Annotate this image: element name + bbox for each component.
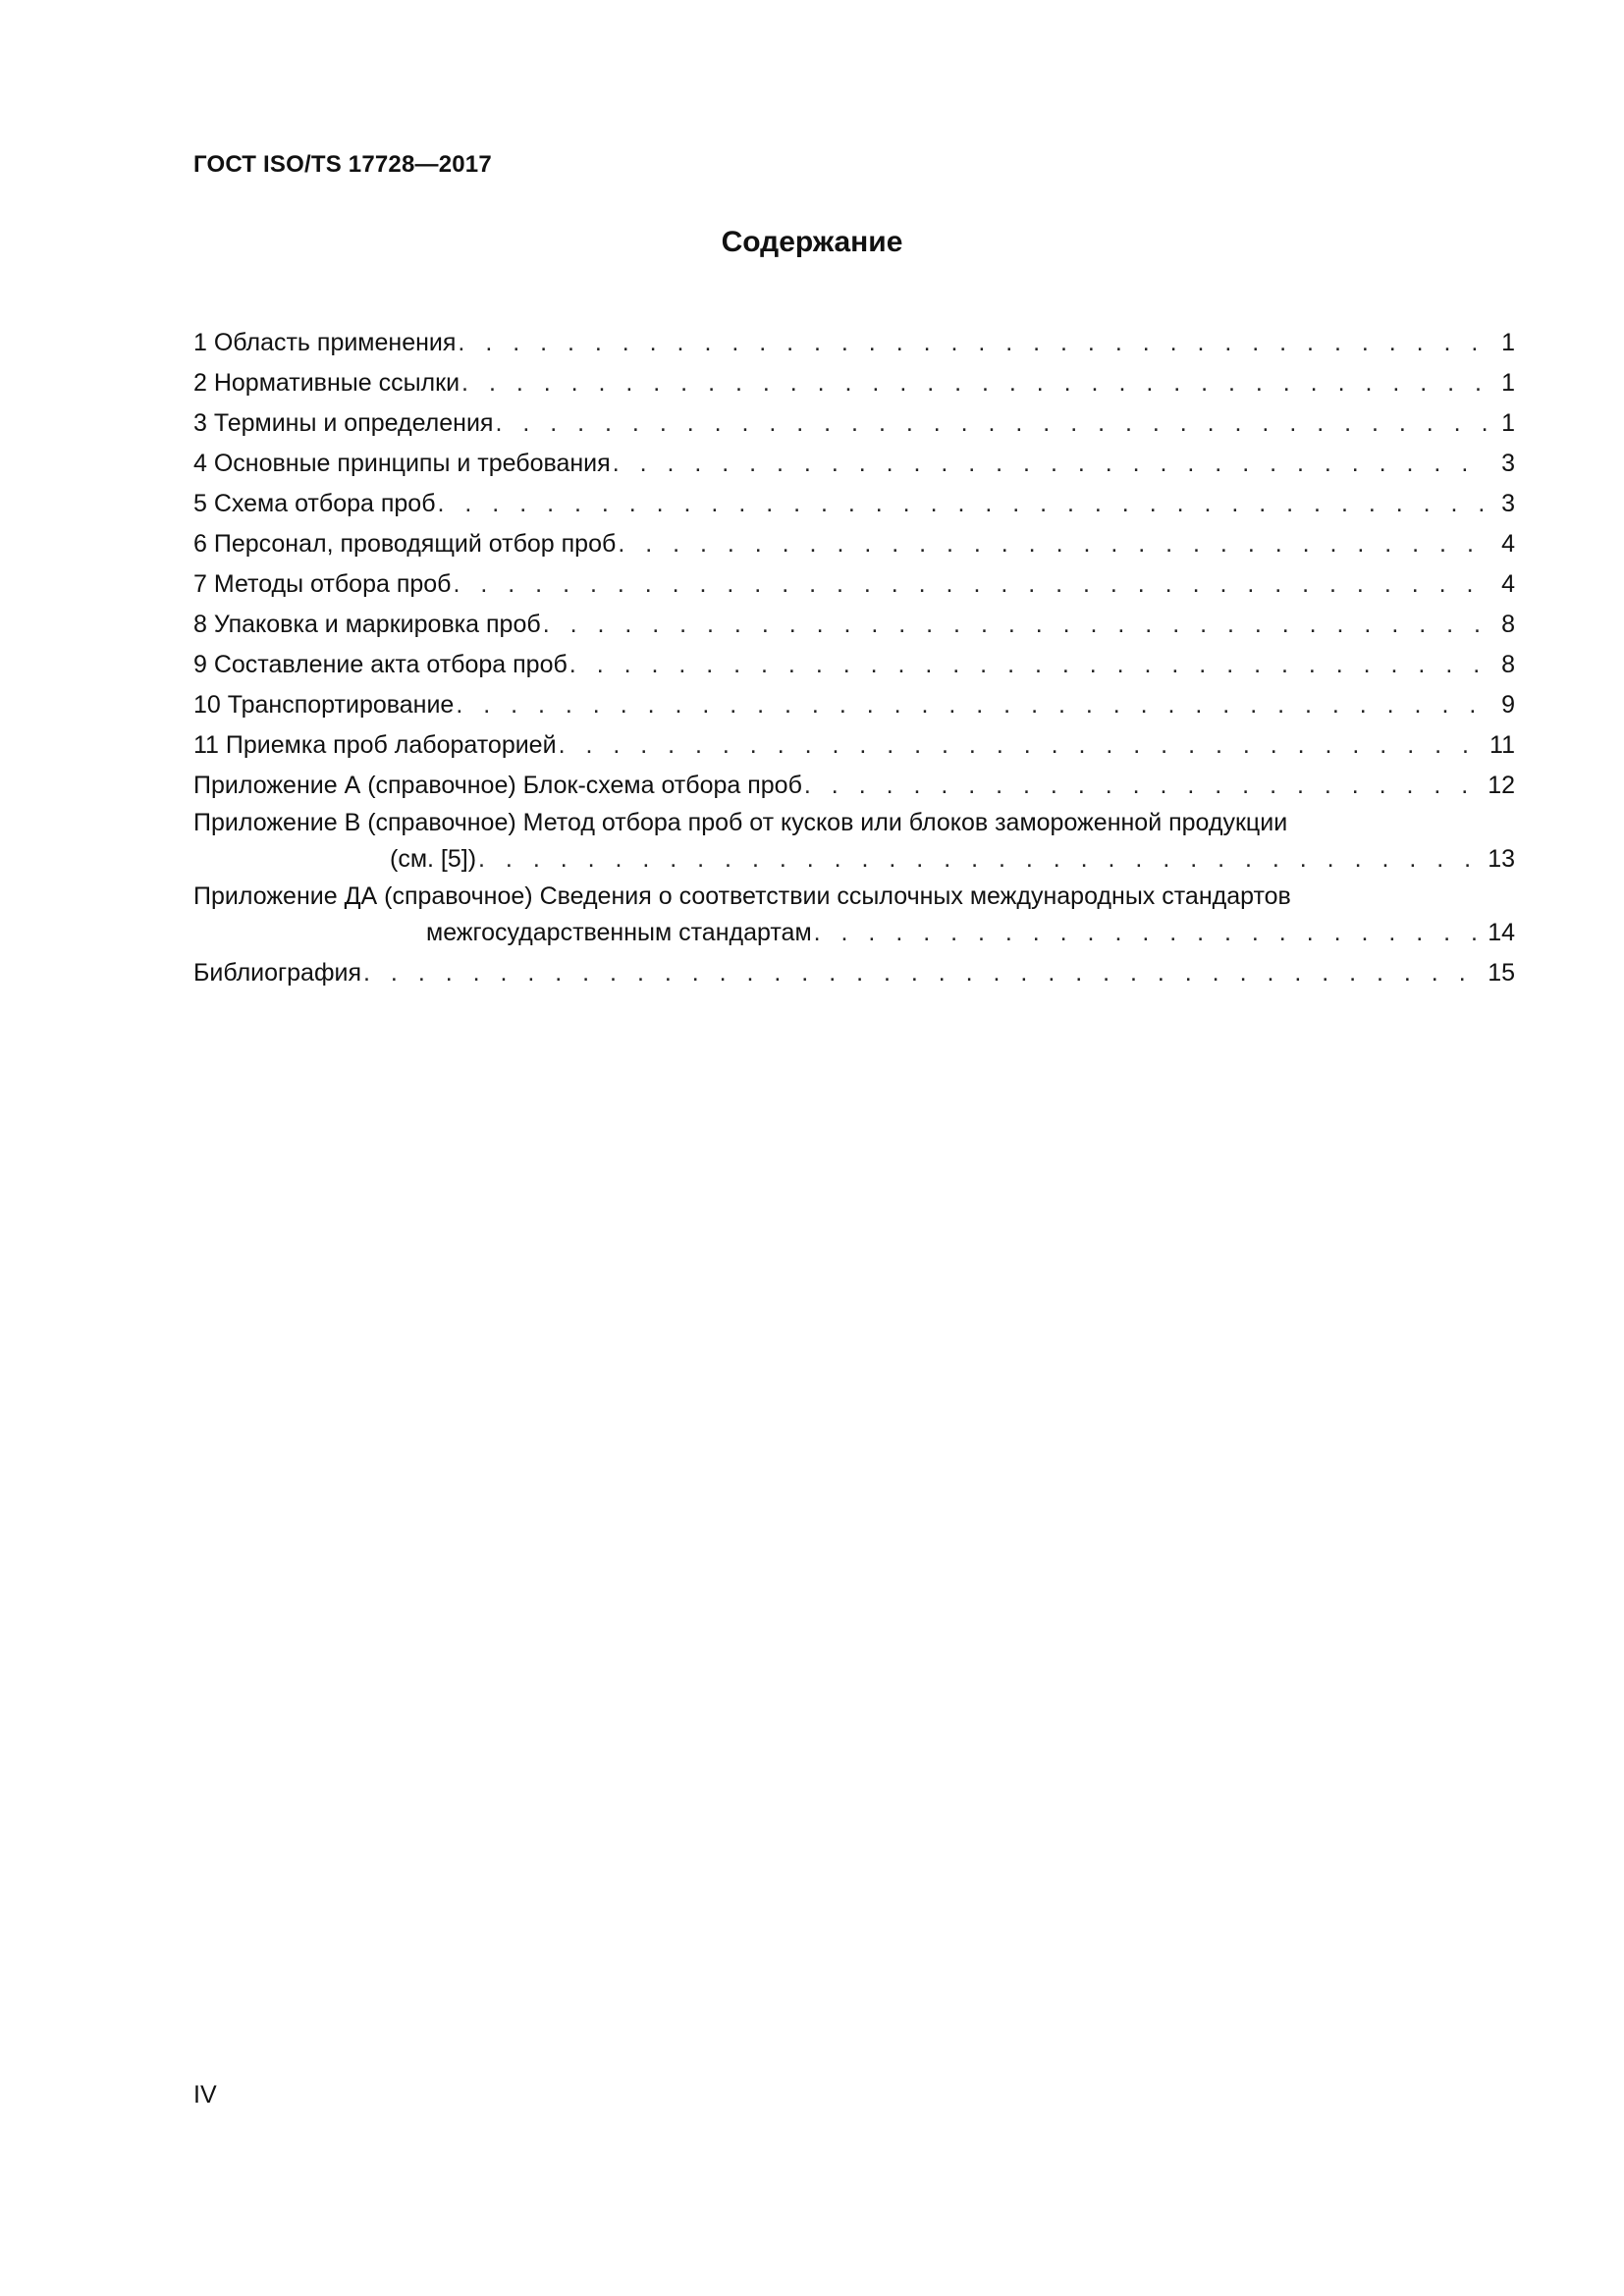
toc-entry[interactable]	[193, 564, 1515, 605]
toc-entry-label: Приложение В (справочное) Метод отбора проб от кусков или блоков замороженной продукции	[193, 809, 1288, 836]
toc-leader-dots	[454, 564, 1490, 605]
toc-leader-dots	[458, 323, 1489, 363]
toc-leader-dots	[804, 766, 1482, 806]
toc-entry[interactable]	[193, 323, 1515, 363]
toc-entry-label: Библиография	[193, 959, 362, 987]
toc-leader-dots	[814, 913, 1483, 953]
toc-entry-page: 15	[1488, 959, 1515, 987]
toc-entry-page: 3	[1501, 490, 1515, 517]
document-header: ГОСТ ISO/TS 17728—2017	[193, 151, 492, 178]
toc-entry[interactable]	[193, 645, 1515, 685]
toc-entry-page: 1	[1501, 369, 1515, 397]
toc-entry-continuation: межгосударственным стандартам	[426, 919, 812, 946]
toc-leader-dots	[461, 363, 1489, 403]
toc-leader-dots	[559, 725, 1484, 766]
toc-entry-continuation: (см. [5])	[390, 845, 477, 873]
toc-leader-dots	[613, 444, 1489, 484]
toc-entry-page: 8	[1501, 651, 1515, 678]
toc-entry-page: 12	[1488, 772, 1515, 799]
toc-entry-page: 3	[1501, 450, 1515, 477]
toc-leader-dots	[618, 524, 1489, 564]
toc-entry-label: Приложение А (справочное) Блок-схема отбора проб	[193, 772, 802, 799]
toc-entry-label: Приложение ДА (справочное) Сведения о соответствии ссылочных международных стандартов	[193, 882, 1291, 910]
toc-entry[interactable]	[193, 524, 1515, 564]
toc-entry-label: 3 Термины и определения	[193, 409, 494, 437]
toc-entry-page: 9	[1501, 691, 1515, 719]
toc-entry-label: 10 Транспортирование	[193, 691, 455, 719]
toc-entry-label: 7 Методы отбора проб	[193, 570, 452, 598]
toc-entry[interactable]	[193, 444, 1515, 484]
toc-entry[interactable]	[193, 685, 1515, 725]
toc-leader-dots	[438, 484, 1489, 524]
toc-entry-page: 4	[1501, 570, 1515, 598]
toc-entry[interactable]	[193, 605, 1515, 645]
toc-entry-label: 11 Приемка проб лабораторией	[193, 731, 557, 759]
toc-entry-label: 8 Упаковка и маркировка проб	[193, 611, 541, 638]
toc-title: Содержание	[721, 226, 903, 258]
toc-entry-label: 1 Область применения	[193, 329, 457, 356]
toc-entry-label: 4 Основные принципы и требования	[193, 450, 611, 477]
toc-entry[interactable]	[193, 484, 1515, 524]
toc-entry-annex-da[interactable]	[193, 880, 1515, 953]
toc-leader-dots	[478, 839, 1482, 880]
toc-leader-dots	[495, 403, 1489, 444]
toc-entry[interactable]	[193, 403, 1515, 444]
toc-entry-label: 9 Составление акта отбора проб	[193, 651, 568, 678]
toc-entry-page: 1	[1501, 409, 1515, 437]
toc-leader-dots	[543, 605, 1489, 645]
toc-entry-page: 8	[1501, 611, 1515, 638]
table-of-contents	[193, 323, 1515, 993]
toc-entry-annex-b[interactable]	[193, 806, 1515, 880]
toc-entry-page: 14	[1488, 919, 1515, 946]
toc-entry[interactable]	[193, 725, 1515, 766]
toc-leader-dots	[569, 645, 1489, 685]
page-number: IV	[193, 2081, 217, 2109]
toc-entry-page: 4	[1501, 530, 1515, 558]
toc-entry-label: 6 Персонал, проводящий отбор проб	[193, 530, 617, 558]
toc-leader-dots	[456, 685, 1489, 725]
toc-entry-page: 13	[1488, 845, 1515, 873]
toc-entry-label: 5 Схема отбора проб	[193, 490, 436, 517]
toc-leader-dots	[363, 953, 1482, 993]
toc-entry-annex-a[interactable]	[193, 766, 1515, 806]
toc-entry[interactable]	[193, 363, 1515, 403]
toc-entry-page: 1	[1501, 329, 1515, 356]
toc-entry-bibliography[interactable]	[193, 953, 1515, 993]
toc-entry-page: 11	[1489, 731, 1515, 759]
toc-entry-label: 2 Нормативные ссылки	[193, 369, 460, 397]
